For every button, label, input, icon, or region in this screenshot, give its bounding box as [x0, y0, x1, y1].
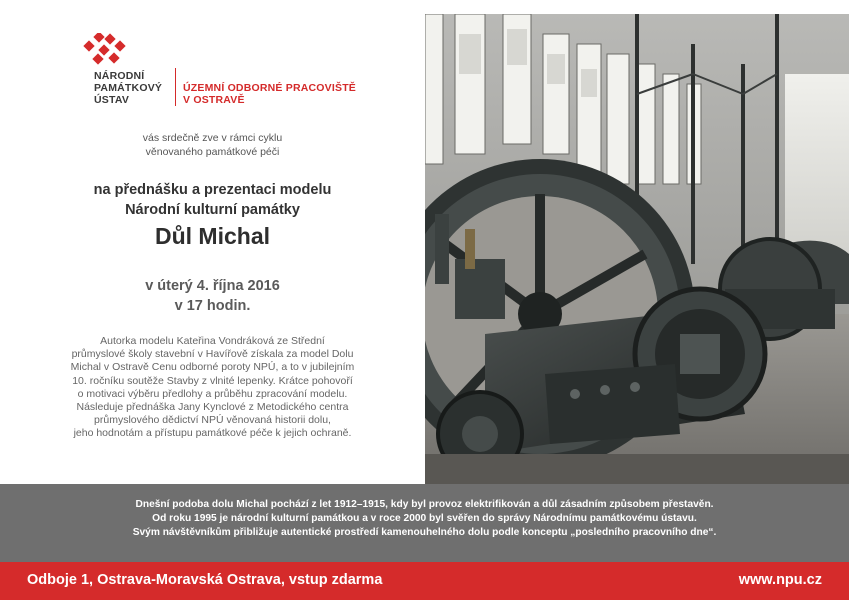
intro-line: věnovaného památkové péči: [145, 146, 280, 158]
history-line: Dnešní podoba dolu Michal pochází z let 1912–1915, kdy byl provoz elektrifikován a důl zásadním způsobem přestavěn.: [135, 499, 714, 510]
organization-name-line: NÁRODNÍ: [94, 70, 145, 82]
description-line: Michal v Ostravě Cenu odborné poroty NPÚ, a to v jubilejním: [70, 361, 355, 374]
invitation-intro: [0, 131, 425, 159]
machine-hall-illustration: [425, 14, 849, 484]
npu-logo-icon: [82, 33, 132, 67]
description-line: 10. ročníku soutěže Stavby z vlnité lepenky. Krátce pohovoří: [72, 374, 353, 387]
machine-hall-photo: [425, 14, 849, 484]
heading-line: Národní kulturní památky: [125, 202, 300, 218]
organization-unit-line: ÚZEMNÍ ODBORNÉ PRACOVIŠTĚ: [183, 82, 357, 94]
event-date: v úterý 4. října 2016: [145, 278, 280, 294]
history-line: Od roku 1995 je národní kulturní památkou a v roce 2000 byl svěřen do správy Národnímu památkovému ústavu.: [152, 513, 697, 524]
organization-unit: [183, 82, 383, 106]
organization-name-line: ÚSTAV: [94, 94, 130, 106]
history-text: [0, 498, 849, 540]
description-line: Autorka modelu Kateřina Vondráková ze Střední: [100, 335, 325, 347]
website-link[interactable]: www.npu.cz: [738, 572, 822, 588]
event-description: [0, 335, 425, 441]
logo-divider: [175, 68, 176, 106]
heading-line: na přednášku a prezentaci modelu: [93, 182, 332, 198]
event-datetime: [0, 276, 425, 316]
history-line: Svým návštěvníkům přibližuje autentické prostředí kamenouhelného dolu podle konceptu „posledního pracovního dne“.: [132, 527, 717, 538]
organization-name-line: PAMÁTKOVÝ: [94, 82, 163, 94]
organization-unit-line: V OSTRAVĚ: [183, 94, 245, 106]
event-time: v 17 hodin.: [174, 298, 251, 314]
event-address: Odboje 1, Ostrava-Moravská Ostrava, vstup zdarma: [27, 572, 383, 588]
organization-name: [94, 70, 174, 106]
event-title: Důl Michal: [154, 223, 270, 249]
intro-line: vás srdečně zve v rámci cyklu: [142, 132, 283, 144]
description-line: průmyslové školy stavební v Havířově získala za model Dolu: [71, 348, 354, 361]
top-margin: [0, 0, 849, 14]
description-line: Následuje přednáška Jany Kynclové z Metodického centra: [76, 401, 349, 414]
description-line: o motivaci výběru předlohy a průběhu zpracování modelu.: [77, 387, 348, 400]
event-heading: [0, 180, 425, 220]
description-line: průmyslového dědictví NPÚ věnovaná historii dolu,: [94, 414, 331, 427]
description-line: jeho hodnotám a přístupu památkové péče k jejich ochraně.: [73, 427, 352, 440]
